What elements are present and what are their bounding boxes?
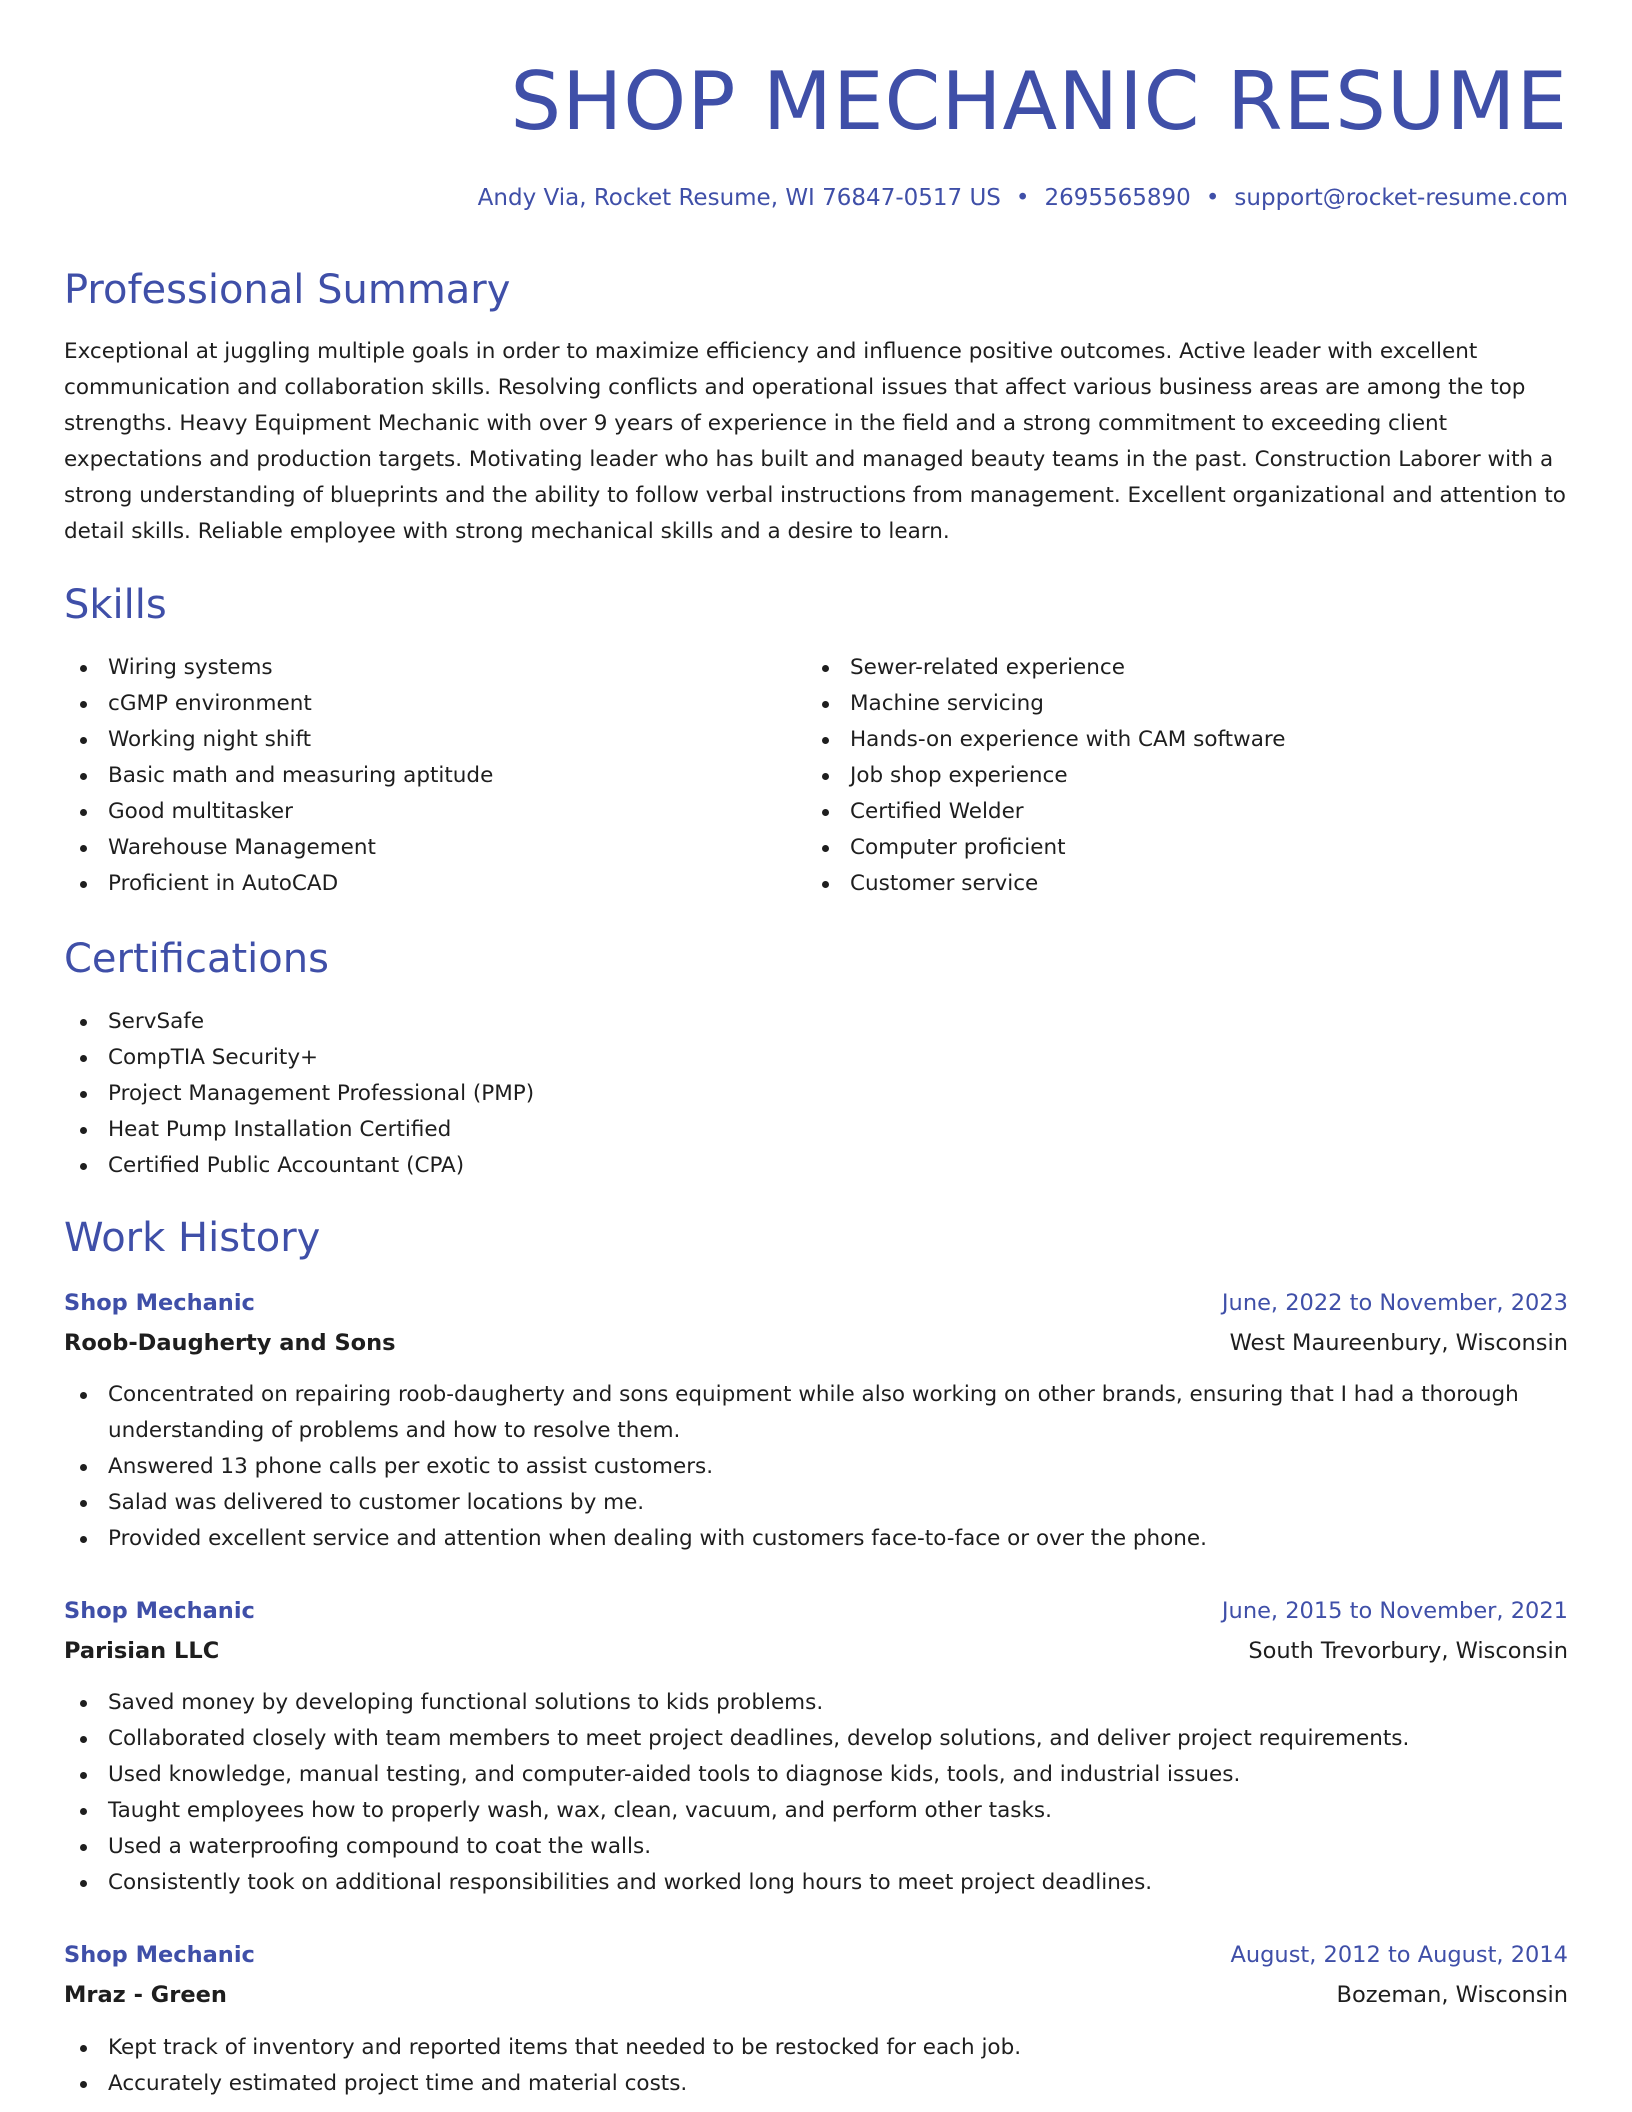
job-dates: August, 2012 to August, 2014: [1230, 1942, 1568, 1968]
work-history-heading: Work History: [64, 1215, 321, 1261]
skill-item: Warehouse Management: [64, 830, 804, 866]
job-company: Mraz - Green: [64, 1982, 227, 2008]
skill-item: Computer proficient: [806, 830, 1566, 866]
job-bullet: Used a waterproofing compound to coat the walls.: [64, 1829, 1568, 1865]
skill-item: Wiring systems: [64, 650, 804, 686]
job-bullet: Kept track of inventory and reported items that needed to be restocked for each job.: [64, 2030, 1568, 2066]
skill-item: cGMP environment: [64, 686, 804, 722]
job-bullet: Concentrated on repairing roob-daugherty and sons equipment while also working on other brands, ensuring that I had a thorough understanding of problems and how to resolve them.: [64, 1377, 1568, 1449]
certification-item: ServSafe: [64, 1004, 1568, 1040]
job-title: Shop Mechanic: [64, 1598, 255, 1624]
job-bullet: Collaborated closely with team members to meet project deadlines, develop solutions, and deliver project requirements.: [64, 1721, 1568, 1757]
skill-item: Proficient in AutoCAD: [64, 866, 804, 902]
job-title: Shop Mechanic: [64, 1942, 255, 1968]
job-company-row: [64, 1325, 1568, 1361]
skills-list-right: [806, 650, 1566, 902]
job-title: Shop Mechanic: [64, 1290, 255, 1316]
skill-item: Hands-on experience with CAM software: [806, 722, 1566, 758]
job-bullets: [64, 1685, 1568, 1901]
certification-item: Project Management Professional (PMP): [64, 1076, 1568, 1112]
skill-item: Machine servicing: [806, 686, 1566, 722]
job-location: West Maureenbury, Wisconsin: [1229, 1330, 1568, 1356]
job-title-row: [64, 1937, 1568, 1973]
skill-item: Basic math and measuring aptitude: [64, 758, 804, 794]
certifications-list: [64, 1004, 1568, 1184]
certification-item: Certified Public Accountant (CPA): [64, 1148, 1568, 1184]
job-location: Bozeman, Wisconsin: [1336, 1982, 1568, 2008]
contact-separator: •: [1015, 185, 1030, 211]
job-bullet: Taught employees how to properly wash, wax, clean, vacuum, and perform other tasks.: [64, 1793, 1568, 1829]
contact-phone: 2695565890: [1044, 185, 1191, 211]
contact-address: Andy Via, Rocket Resume, WI 76847-0517 US: [477, 185, 1001, 211]
contact-separator: •: [1205, 185, 1220, 211]
job-bullet: Used knowledge, manual testing, and computer-aided tools to diagnose kids, tools, and industrial issues.: [64, 1757, 1568, 1793]
job-bullets: [64, 1377, 1568, 1557]
skills-list-left: [64, 650, 804, 902]
skill-item: Sewer-related experience: [806, 650, 1566, 686]
summary-heading: Professional Summary: [64, 267, 511, 313]
job-bullet: Saved money by developing functional solutions to kids problems.: [64, 1685, 1568, 1721]
skill-item: Working night shift: [64, 722, 804, 758]
job-bullets: [64, 2030, 1568, 2102]
resume-page: [64, 0, 1568, 2112]
skill-item: Job shop experience: [806, 758, 1566, 794]
job-title-row: [64, 1593, 1568, 1629]
job-title-row: [64, 1285, 1568, 1321]
skill-item: Good multitasker: [64, 794, 804, 830]
job-company: Parisian LLC: [64, 1638, 220, 1664]
job-dates: June, 2022 to November, 2023: [1221, 1290, 1568, 1316]
job-company: Roob-Daugherty and Sons: [64, 1330, 396, 1356]
job-bullet: Accurately estimated project time and material costs.: [64, 2066, 1568, 2102]
resume-title: SHOP MECHANIC RESUME: [510, 55, 1568, 148]
job-company-row: [64, 1633, 1568, 1669]
job-company-row: [64, 1977, 1568, 2013]
job-bullet: Provided excellent service and attention when dealing with customers face-to-face or over the phone.: [64, 1521, 1568, 1557]
job-location: South Trevorbury, Wisconsin: [1248, 1638, 1568, 1664]
job-dates: June, 2015 to November, 2021: [1221, 1598, 1568, 1624]
certification-item: Heat Pump Installation Certified: [64, 1112, 1568, 1148]
job-bullet: Consistently took on additional responsibilities and worked long hours to meet project deadlines.: [64, 1865, 1568, 1901]
contact-email: support@rocket-resume.com: [1234, 185, 1568, 211]
skill-item: Customer service: [806, 866, 1566, 902]
skill-item: Certified Welder: [806, 794, 1566, 830]
summary-text: Exceptional at juggling multiple goals in order to maximize efficiency and influence positive outcomes. Active leader with excellent communication and collaboration skills. Resolving conflicts and operational issues that affect various business areas are among the top strengths. Heavy Equipment Mechanic with over 9 years of experience in the field and a strong commitment to exceeding client expectations and production targets. Motivating leader who has built and managed beauty teams in the past. Construction Laborer with a strong understanding of blueprints and the ability to follow verbal instructions from management. Excellent organizational and attention to detail skills. Reliable employee with strong mechanical skills and a desire to learn.: [64, 339, 1566, 544]
job-bullet: Answered 13 phone calls per exotic to assist customers.: [64, 1449, 1568, 1485]
job-bullet: Salad was delivered to customer locations by me.: [64, 1485, 1568, 1521]
certifications-heading: Certifications: [64, 936, 329, 982]
certification-item: CompTIA Security+: [64, 1040, 1568, 1076]
contact-line: [478, 181, 1568, 215]
skills-heading: Skills: [64, 582, 167, 628]
